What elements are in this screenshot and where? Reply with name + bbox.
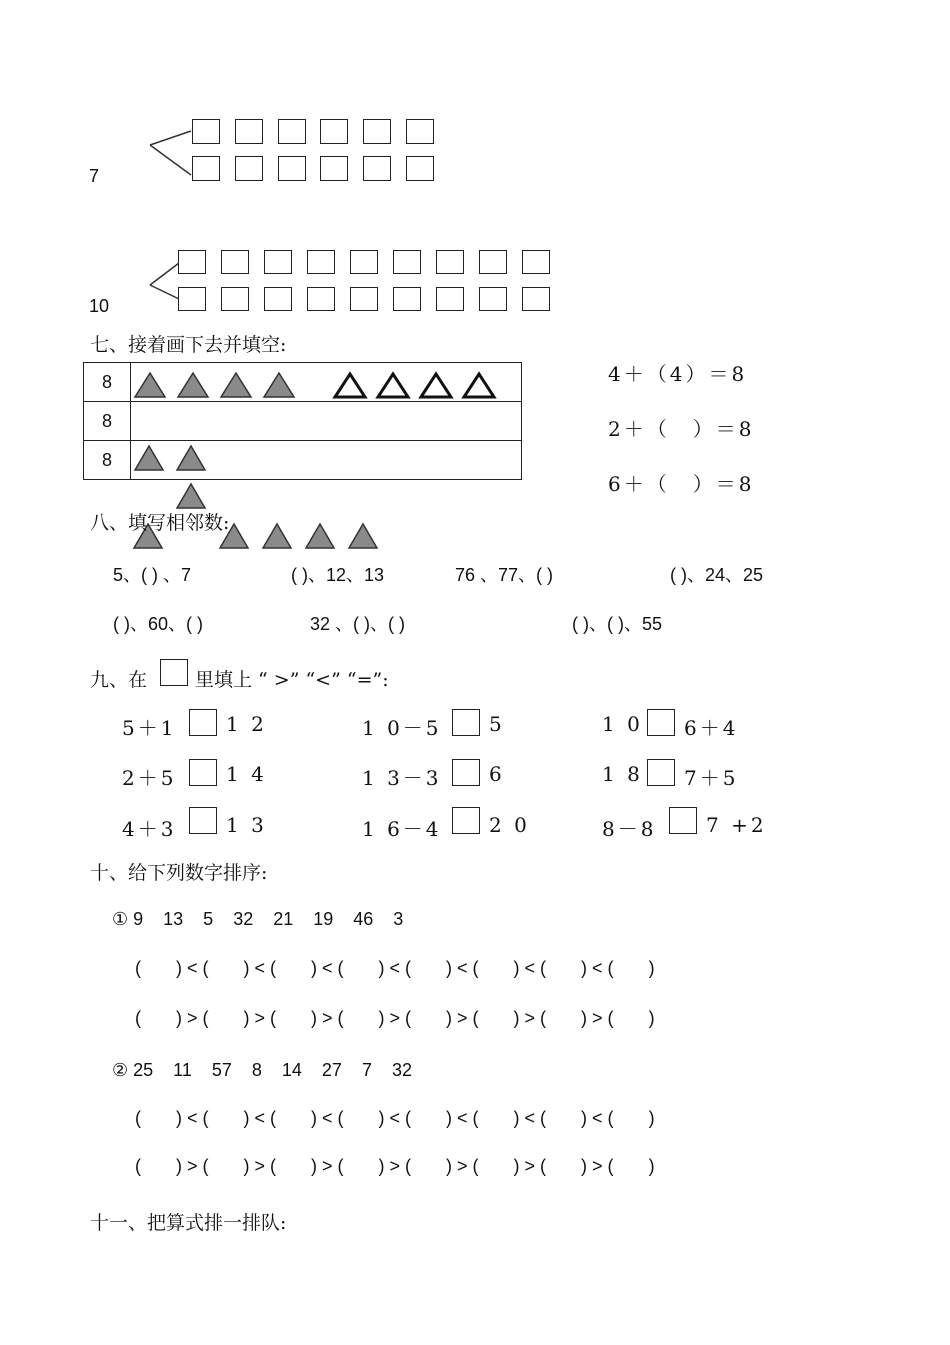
triangles-layer: [0, 0, 950, 560]
decomp-number-10: 10: [89, 296, 110, 316]
compare-left: 5＋1: [122, 716, 177, 740]
row-number: 8: [84, 402, 131, 441]
number-list-1: ① 9 13 5 32 21 19 46 3: [112, 909, 404, 929]
section-8-title: 八、填写相邻数:: [90, 512, 230, 534]
compare-box[interactable]: [189, 709, 217, 736]
compare-box[interactable]: [452, 807, 480, 834]
filled-triangle-icon: [135, 373, 165, 397]
outline-triangle-icon: [335, 374, 365, 397]
ascending-blanks[interactable]: ( ) < ( ) < ( ) < ( ) < ( ) < ( ) < ( ) < ( ): [135, 958, 655, 978]
compare-right: 7 +2: [706, 813, 767, 837]
compare-left: 1 0－5: [362, 716, 442, 740]
outline-triangle-icon: [421, 374, 451, 397]
filled-triangle-icon: [263, 524, 291, 548]
filled-triangle-icon: [178, 373, 208, 397]
compare-right: 6＋4: [684, 716, 739, 740]
filled-triangle-icon: [177, 484, 205, 508]
filled-triangle-icon: [264, 373, 294, 397]
compare-left: 1 8: [602, 762, 643, 786]
number-list-2: ② 25 11 57 8 14 27 7 32: [112, 1060, 412, 1080]
compare-box[interactable]: [452, 759, 480, 786]
compare-left: 1 6－4: [362, 817, 442, 841]
compare-right: 1 4: [226, 762, 267, 786]
compare-left: 2＋5: [122, 766, 177, 790]
compare-box[interactable]: [189, 807, 217, 834]
compare-left: 4＋3: [122, 817, 177, 841]
equation: 6＋（ ）＝8: [608, 472, 755, 496]
row-number: 8: [84, 363, 131, 402]
section-9-title-suffix: 里填上 “ >” “<” “=”:: [195, 669, 389, 691]
outline-triangle-icon: [378, 374, 408, 397]
compare-right: 1 2: [226, 712, 267, 736]
compare-left: 1 0: [602, 712, 643, 736]
compare-right: 7＋5: [684, 766, 739, 790]
compare-right: 5: [489, 712, 505, 736]
filled-triangle-icon: [306, 524, 334, 548]
neighbor-item: 32 、( )、( ): [310, 614, 406, 634]
filled-triangle-icon: [135, 446, 163, 470]
descending-blanks[interactable]: ( ) > ( ) > ( ) > ( ) > ( ) > ( ) > ( ) > ( ): [135, 1156, 655, 1176]
neighbor-item: ( )、( )、55: [572, 614, 662, 634]
compare-right: 6: [489, 762, 505, 786]
neighbor-item: ( )、12、13: [291, 565, 385, 585]
neighbor-item: ( )、24、25: [670, 565, 764, 585]
ascending-blanks[interactable]: ( ) < ( ) < ( ) < ( ) < ( ) < ( ) < ( ) < ( ): [135, 1108, 655, 1128]
neighbor-item: 5、( ) 、7: [113, 565, 192, 585]
row-number: 8: [84, 441, 131, 480]
compare-left: 8－8: [602, 817, 657, 841]
section-11-title: 十一、把算式排一排队:: [90, 1212, 287, 1234]
section-10-title: 十、给下列数字排序:: [90, 862, 268, 884]
compare-right: 2 0: [489, 813, 530, 837]
equation: 2＋（ ）＝8: [608, 417, 755, 441]
filled-triangle-icon: [349, 524, 377, 548]
compare-box[interactable]: [669, 807, 697, 834]
section-7-title: 七、接着画下去并填空:: [90, 334, 287, 356]
compare-box[interactable]: [647, 709, 675, 736]
filled-triangle-icon: [177, 446, 205, 470]
equation: 4＋（4）＝8: [608, 362, 748, 386]
compare-box[interactable]: [647, 759, 675, 786]
compare-left: 1 3－3: [362, 766, 442, 790]
descending-blanks[interactable]: ( ) > ( ) > ( ) > ( ) > ( ) > ( ) > ( ) > ( ): [135, 1008, 655, 1028]
decomp-number-7: 7: [89, 166, 100, 186]
compare-box[interactable]: [189, 759, 217, 786]
neighbor-item: ( )、60、( ): [113, 614, 203, 634]
section-9-title-prefix: 九、在: [90, 669, 148, 691]
neighbor-item: 76 、77、( ): [455, 565, 554, 585]
sample-box: [160, 659, 188, 686]
filled-triangle-icon: [221, 373, 251, 397]
compare-box[interactable]: [452, 709, 480, 736]
compare-right: 1 3: [226, 813, 267, 837]
outline-triangle-icon: [464, 374, 494, 397]
